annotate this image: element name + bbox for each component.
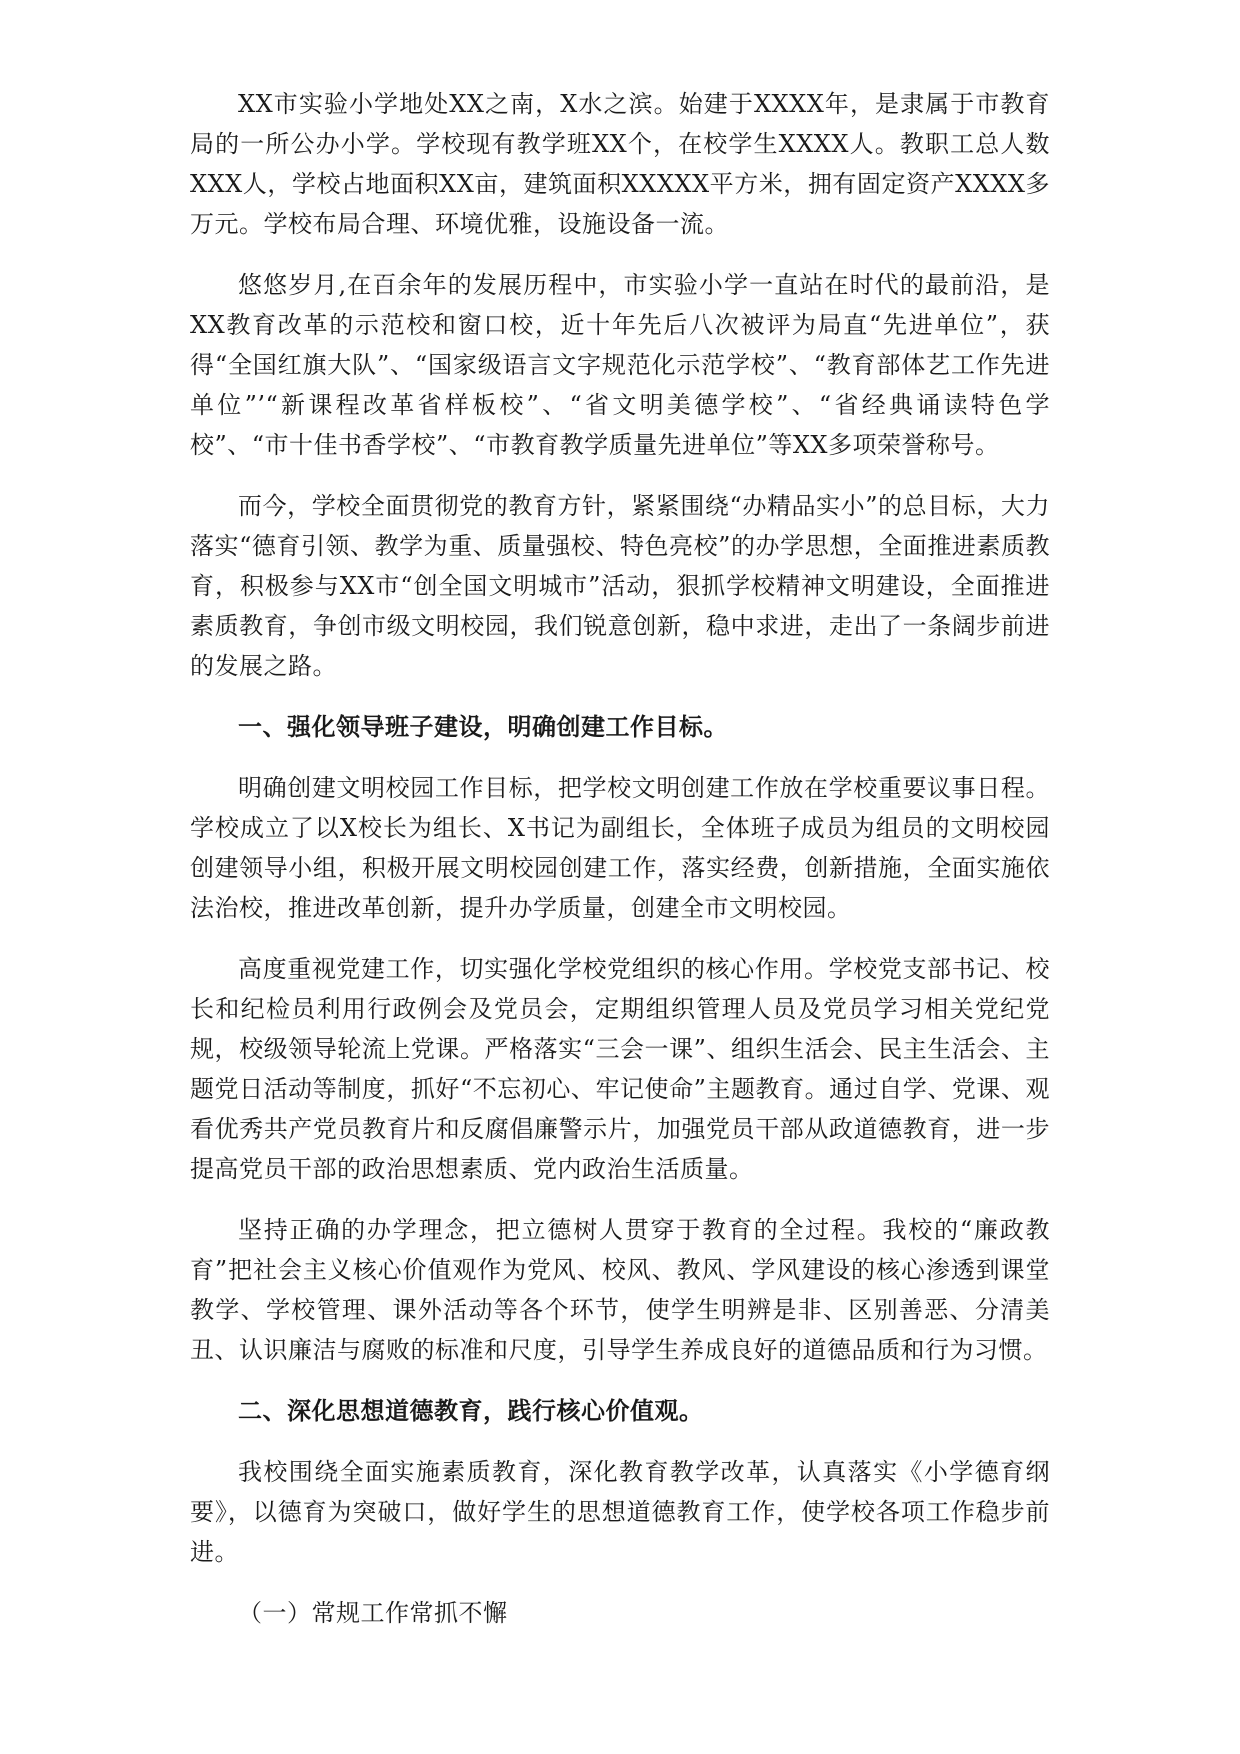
history-paragraph: 悠悠岁月,在百余年的发展历程中，市实验小学一直站在时代的最前沿，是XX教育改革的示范校和窗口校，近十年先后八次被评为局直“先进单位”，获得“全国红旗大队”、“国家级语言文字规范化示范学校”、“教育部体艺工作先进单位”’“新课程改革省样板校”、“省文明美德学校”、“省经典诵读特色学校”、“市十佳书香学校”、“市教育教学质量先进单位”等XX多项荣誉称号。: [190, 271, 1050, 459]
document-page: [190, 84, 1050, 1633]
section-heading-1: 一、强化领导班子建设，明确创建工作目标。: [238, 712, 728, 741]
moral-education-paragraph: 我校围绕全面实施素质教育，深化教育教学改革，认真落实《小学德育纲要》，以德育为突破口，做好学生的思想道德教育工作，使学校各项工作稳步前进。: [190, 1458, 1050, 1566]
goal-paragraph: 明确创建文明校园工作目标，把学校文明创建工作放在学校重要议事日程。学校成立了以X校长为组长、X书记为副组长，全体班子成员为组员的文明校园创建领导小组，积极开展文明校园创建工作，落实经费，创新措施，全面实施依法治校，推进改革创新，提升办学质量，创建全市文明校园。: [190, 774, 1050, 922]
present-paragraph: 而今，学校全面贯彻党的教育方针，紧紧围绕“办精品实小”的总目标，大力落实“德育引领、教学为重、质量强校、特色亮校”的办学思想，全面推进素质教育，积极参与XX市“创全国文明城市”活动，狠抓学校精神文明建设，全面推进素质教育，争创市级文明校园，我们锐意创新，稳中求进，走出了一条阔步前进的发展之路。: [190, 492, 1050, 680]
party-building-paragraph: 高度重视党建工作，切实强化学校党组织的核心作用。学校党支部书记、校长和纪检员利用行政例会及党员会，定期组织管理人员及党员学习相关党纪党规，校级领导轮流上党课。严格落实“三会一课”、组织生活会、民主生活会、主题党日活动等制度，抓好“不忘初心、牢记使命”主题教育。通过自学、党课、观看优秀共产党员教育片和反腐倡廉警示片，加强党员干部从政道德教育，进一步提高党员干部的政治思想素质、党内政治生活质量。: [190, 955, 1050, 1183]
philosophy-paragraph: 坚持正确的办学理念，把立德树人贯穿于教育的全过程。我校的“廉政教育”把社会主义核心价值观作为党风、校风、教风、学风建设的核心渗透到课堂教学、学校管理、课外活动等各个环节，使学生明辨是非、区别善恶、分清美丑、认识廉洁与腐败的标准和尺度，引导学生养成良好的道德品质和行为习惯。: [190, 1216, 1050, 1364]
intro-paragraph: XX市实验小学地处XX之南，X水之滨。始建于XXXX年，是隶属于市教育局的一所公办小学。学校现有教学班XX个，在校学生XXXX人。教职工总人数XXX人，学校占地面积XX亩，建筑面积XXXXX平方米，拥有固定资产XXXX多万元。学校布局合理、环境优雅，设施设备一流。: [190, 90, 1050, 238]
section-heading-2: 二、深化思想道德教育，践行核心价值观。: [238, 1396, 704, 1425]
subsection-heading-1: （一）常规工作常抓不懈: [238, 1599, 508, 1627]
